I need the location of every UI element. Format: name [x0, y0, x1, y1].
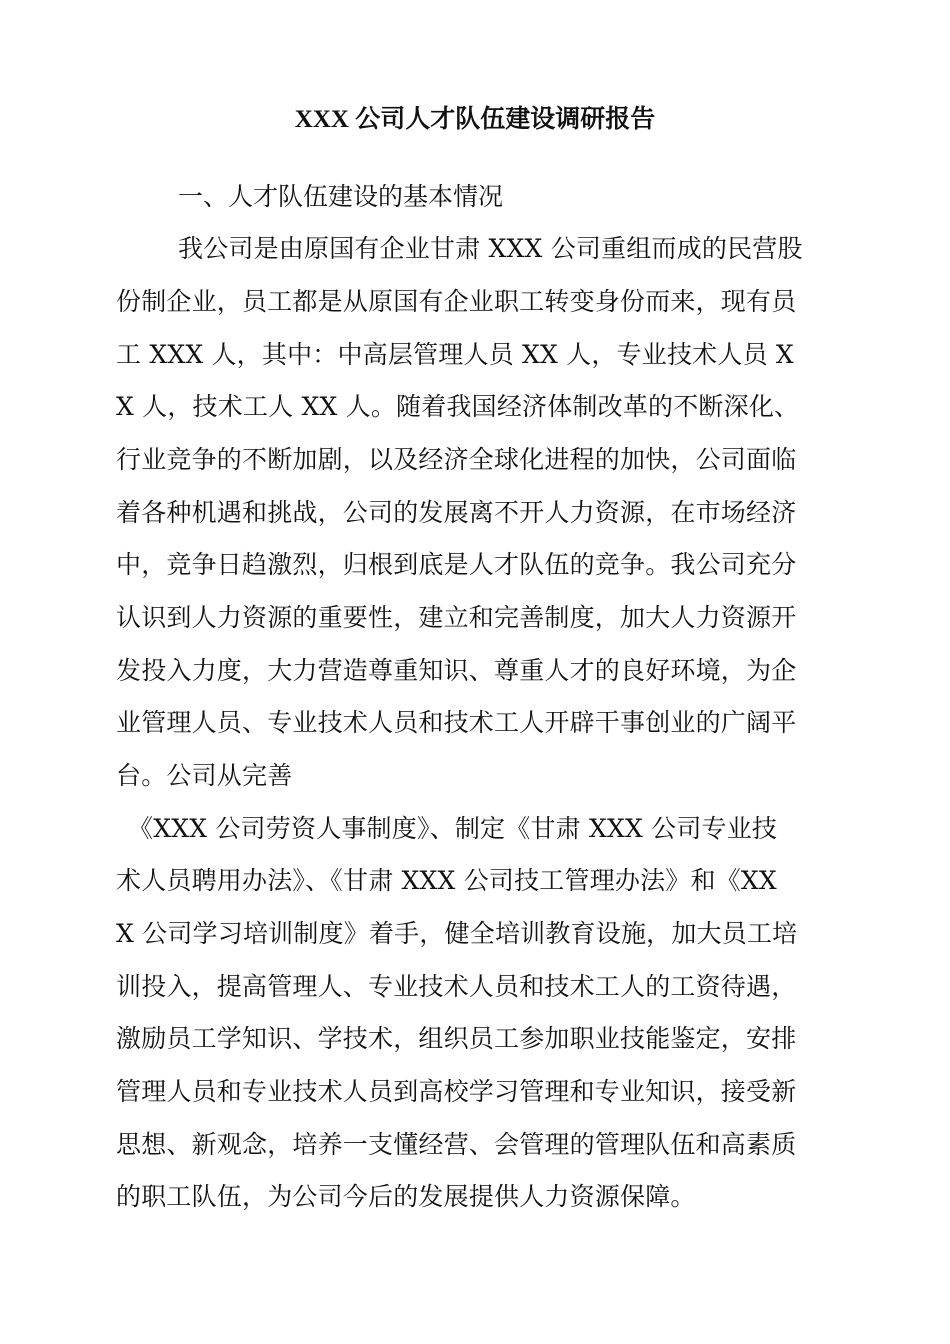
paragraph-line: 业管理人员、专业技术人员和技术工人开辟干事创业的广阔平 [116, 708, 797, 737]
paragraph-line: X 公司学习培训制度》着手，健全培训教育设施，加大员工培 [116, 919, 798, 948]
paragraph-line: 训投入，提高管理人、专业技术人员和技术工人的工资待遇， [116, 972, 797, 1001]
paragraph-line: 的职工队伍，为公司今后的发展提供人力资源保障。 [116, 1182, 696, 1211]
section-heading: 一、人才队伍建设的基本情况 [178, 182, 504, 211]
paragraph-line: 着各种机遇和挑战，公司的发展离不开人力资源，在市场经济 [116, 498, 797, 527]
paragraph-line: 份制企业，员工都是从原国有企业职工转变身份而来，现有员 [116, 287, 797, 316]
document-title: XXX 公司人才队伍建设调研报告 [294, 106, 656, 133]
paragraph-line: 管理人员和专业技术人员到高校学习管理和专业知识，接受新 [116, 1077, 797, 1106]
paragraph-line: 术人员聘用办法》、《甘肃 XXX 公司技工管理办法》和《XX [116, 866, 777, 895]
paragraph-line: 台。公司从完善 [116, 761, 293, 790]
paragraph-line: 认识到人力资源的重要性，建立和完善制度，加大人力资源开 [116, 603, 797, 632]
paragraph-line: X 人，技术工人 XX 人。随着我国经济体制改革的不断深化、 [116, 392, 800, 421]
paragraph-line: 思想、新观念，培养一支懂经营、会管理的管理队伍和高素质 [116, 1130, 797, 1159]
paragraph-line: 激励员工学知识、学技术，组织员工参加职业技能鉴定，安排 [116, 1024, 797, 1053]
paragraph-line: 《XXX 公司劳资人事制度》、制定《甘肃 XXX 公司专业技 [128, 814, 778, 843]
paragraph-line: 发投入力度，大力营造尊重知识、尊重人才的良好环境，为企 [116, 656, 797, 685]
paragraph-line: 我公司是由原国有企业甘肃 XXX 公司重组而成的民营股 [178, 234, 803, 263]
paragraph-line: 中，竞争日趋激烈，归根到底是人才队伍的竞争。我公司充分 [116, 550, 797, 579]
paragraph-line: 行业竞争的不断加剧，以及经济全球化进程的加快，公司面临 [116, 445, 797, 474]
paragraph-line: 工 XXX 人，其中：中高层管理人员 XX 人，专业技术人员 X [116, 340, 794, 369]
